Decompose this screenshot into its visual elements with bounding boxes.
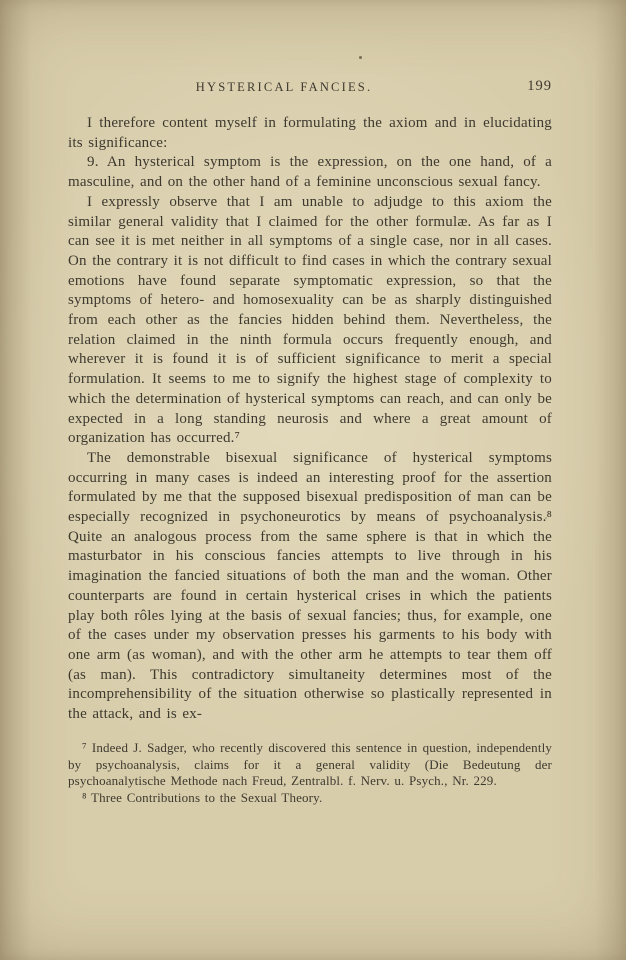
page-content	[68, 78, 552, 807]
paragraph-validity: I expressly observe that I am unable to adjudge to this axiom the similar general validity that I claimed for the other formulæ. As far as I can see it is met neither in all symptoms of a single case, nor in all cases. On the contrary it is not difficult to find cases in which the contrary sexual emotions have found separate symptomatic expression, so that the symptoms of hetero- and homosexuality can be as sharply distinguished from each other as the fancies hidden behind them. Nevertheless, the relation claimed in the ninth formula occurs frequently enough, and wherever it is found it is of sufficient significance to merit a special formulation. It seems to me to signify the highest stage of complexity to which the determination of hysterical symptoms can reach, and can only be expected in a long standing neurosis and where a great amount of organization has occurred.⁷	[68, 193, 552, 447]
footnotes	[68, 740, 552, 807]
body-text	[68, 114, 552, 725]
paragraph-intro: I therefore content myself in formulating the axiom and in elucidating its significance:	[68, 115, 552, 151]
page-header	[68, 78, 552, 96]
scan-speck	[359, 56, 362, 59]
footnote-8: ⁸ Three Contributions to the Sexual Theory.	[82, 790, 323, 806]
paragraph-bisexual-significance: The demonstrable bisexual significance of hysterical symptoms occurring in many cases is indeed an interesting proof for the assertion formulated by me that the supposed bisexual predisposition of man can be especially recognized in psychoneurotics by means of psychoanalysis.⁸ Quite an analogous process from the same sphere is that in which the masturbator in his conscious fancies attempts to live through in his imagination the fancied situations of both the man and the woman. Other counterparts are found in certain hysterical crises in which the patients play both rôles lying at the basis of sexual fancies; thus, for example, one of the cases under my observation presses his garments to his body with one arm (as woman), and with the other arm he attempts to tear them off (as man). This contradictory simultaneity determines most of the incomprehensibility of the situation otherwise so plastically represented in the attack, and is ex-	[68, 449, 552, 723]
running-title: HYSTERICAL FANCIES.	[195, 80, 373, 94]
footnote-7: ⁷ Indeed J. Sadger, who recently discovered this sentence in question, independently by psychoanalysis, claims for it a general validity (Die Bedeutung der psychoanalytische Methode nach Freud, Zentralbl. f. Nerv. u. Psych., Nr. 229.	[68, 739, 552, 789]
page-number: 199	[527, 78, 552, 94]
paragraph-axiom: 9. An hysterical symptom is the expression, on the one hand, of a masculine, and on the other hand of a feminine unconscious sexual fancy.	[68, 154, 552, 191]
